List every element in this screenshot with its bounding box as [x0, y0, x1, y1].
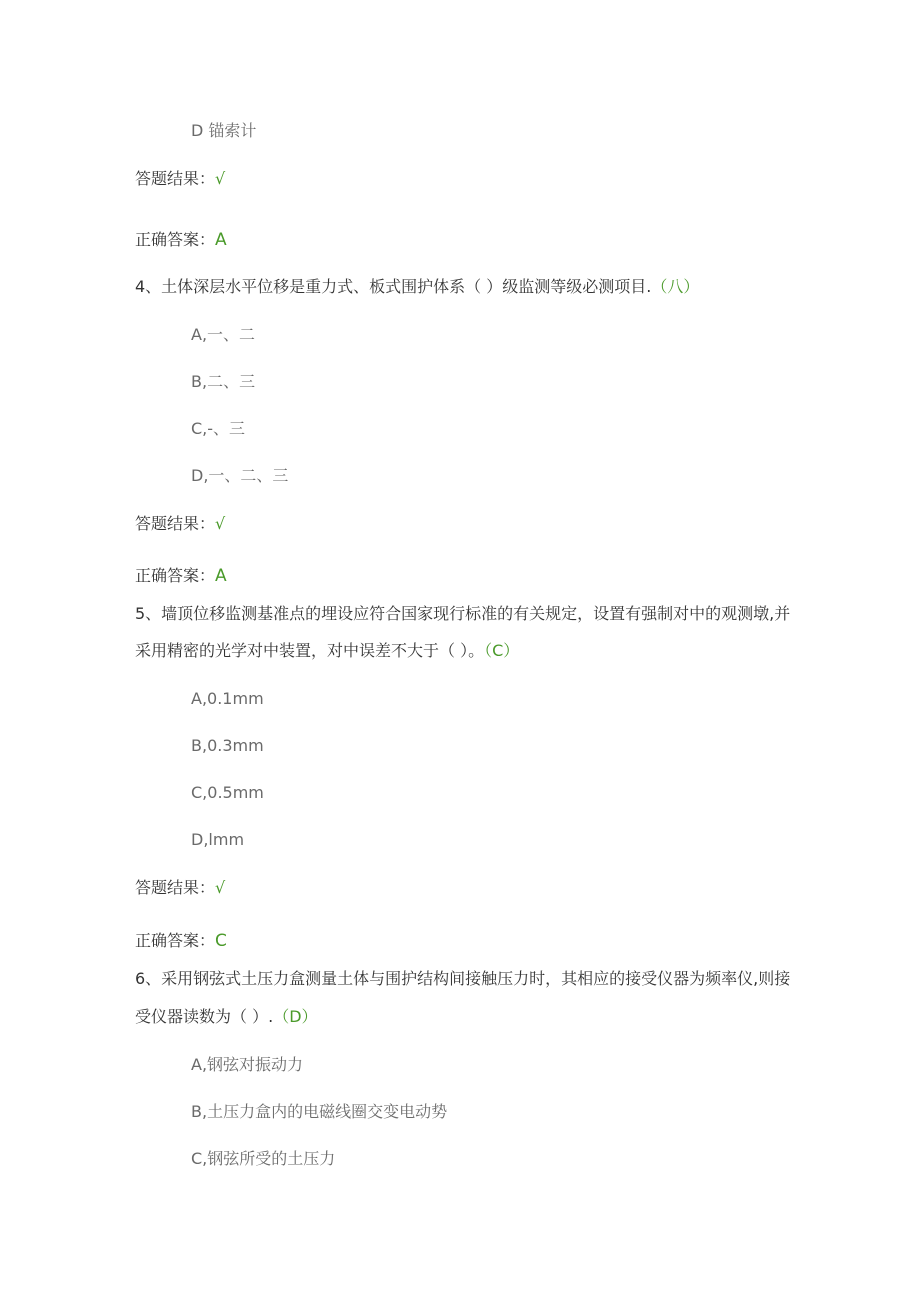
answer-label: 正确答案：	[135, 566, 216, 585]
q4-text	[135, 277, 699, 297]
q4-option-a: A,一、二	[191, 325, 256, 344]
q3-option-d: D 锚索计	[191, 121, 257, 140]
result-check: √	[215, 169, 226, 188]
q4-option-b: B,二、三	[191, 372, 256, 391]
answer-value: A	[215, 230, 227, 250]
q4-stem: 4、土体深层水平位移是重力式、板式围护体系（ ）级监测等级必测项目.	[135, 277, 652, 296]
q6-text-line2	[135, 1007, 318, 1027]
q6-inline-answer: （D）	[273, 1007, 318, 1026]
answer-value: C	[215, 931, 227, 951]
q4-option-c: C,-、三	[191, 419, 246, 438]
q5-stem-line2: 采用精密的光学对中装置，对中误差不大于（ ）。	[135, 641, 485, 660]
q4-result	[135, 514, 225, 534]
result-label: 答题结果：	[135, 514, 216, 533]
result-check: √	[215, 514, 226, 533]
q5-option-d: D,lmm	[191, 830, 245, 849]
q5-correct-answer	[135, 931, 227, 951]
answer-label: 正确答案：	[135, 230, 216, 249]
result-label: 答题结果：	[135, 169, 216, 188]
q5-inline-answer: （C）	[484, 641, 520, 660]
q6-stem-line2: 受仪器读数为（ ）.	[135, 1007, 274, 1026]
q6-option-b: B,土压力盒内的电磁线圈交变电动势	[191, 1102, 448, 1121]
q3-correct-answer	[135, 230, 227, 250]
q5-option-b: B,0.3mm	[191, 736, 264, 755]
answer-label: 正确答案：	[135, 931, 216, 950]
q5-option-a: A,0.1mm	[191, 689, 264, 708]
q3-result	[135, 169, 225, 189]
q5-result	[135, 878, 225, 898]
q5-option-c: C,0.5mm	[191, 783, 264, 802]
q5-text-line2	[135, 641, 519, 661]
q4-option-d: D,一、二、三	[191, 466, 289, 485]
q4-correct-answer	[135, 566, 227, 586]
result-check: √	[215, 878, 226, 897]
q6-option-a: A,钢弦对振动力	[191, 1055, 304, 1074]
q6-option-c: C,钢弦所受的土压力	[191, 1149, 336, 1168]
result-label: 答题结果：	[135, 878, 216, 897]
q6-text-line1: 6、采用钢弦式土压力盒测量土体与围护结构间接触压力时，其相应的接受仪器为频率仪,则接	[135, 969, 791, 988]
q4-inline-answer: （八）	[651, 277, 700, 296]
answer-value: A	[215, 566, 227, 586]
q5-text-line1: 5、墙顶位移监测基准点的埋设应符合国家现行标准的有关规定，设置有强制对中的观测墩,并	[135, 604, 791, 623]
